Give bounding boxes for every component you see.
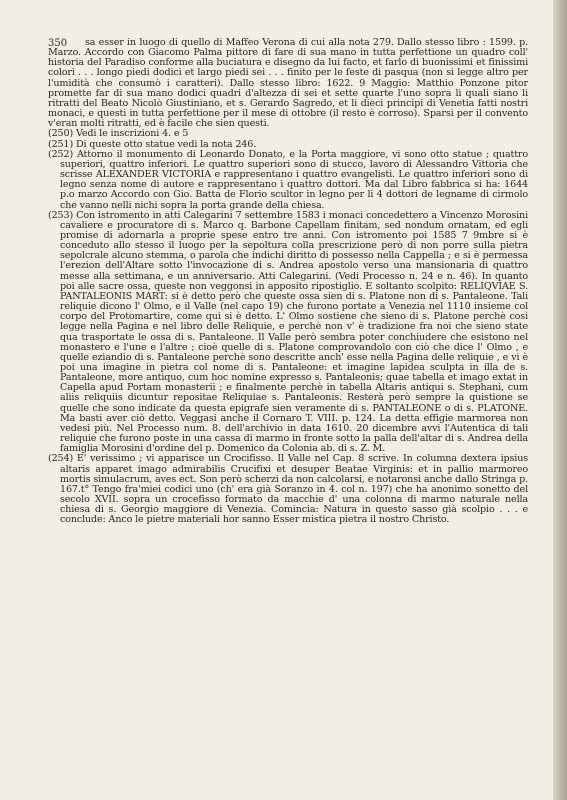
notes-text <box>48 38 528 526</box>
continued-note: sa esser in luogo di quello di Maffeo Verona di cui alla nota 279. Dallo stesso libro : 1599. p. Marzo. Accordo con Giacomo Palma pittore di fare di sua mano in tutta perfettione un quadro coll' historia del Paradiso conforme alla buciatura e disegno da lui facto, et farlo di buonissimi et finissimi colori . . . longo piedi dodici et largo piedi sei . . . finito per le feste di pasqua (non si legge altro per l'umidità che consumò i caratteri). Dallo stesso libro: 1622. 9 Maggio: Matthio Ponzone pitor promette far di sua mano dodici quadri d'altezza di sei et sette quarte l'uno sopra li quali siano li ritratti del Beato Nicolò Giustiniano, et s. Gerardo Sagredo, et li dieci principi di Venetia fatti nostri monaci, e questi in tutta perfettione per il mese di ottobre (il resto è corroso). Sparsi per il convento v'eran molti ritratti, ed è facile che sien questi. <box>48 37 528 130</box>
note-251: (251) Di queste otto statue vedi la nota 246. <box>48 138 257 150</box>
book-edge <box>553 0 567 800</box>
page-number: 350 <box>48 38 68 49</box>
note-250: (250) Vedi le inscrizioni 4. e 5 <box>48 128 189 140</box>
note-254: (254) E' verissimo ; vi apparisce un Crocifisso. Il Valle nel Cap. 8 scrive. In columna dextera ipsius altaris apparet imago admirabilis Crucifixi et desuper Beatae Virginis: et in pallio marmoreo mortis simulacrum, aves ect. Son però scherzi da non calcolarsi, e notaronsi anche dallo Stringa p. 167.t° Tengo fra'miei codici uno (ch' era già Soranzo in 4. col n. 197) che ha anonimo sonetto del secolo XVII. sopra un crocefisso formato da macchie d' una colonna di marmo naturale nella chiesa di s. Georgio maggiore di Venezia. Comincia: Natura in questo sasso già scolpio . . . e conclude: Anco le pietre materiali hor sanno Esser mistica pietra il nostro Christo. <box>48 453 528 526</box>
note-253: (253) Con istromento in atti Calegarini 7 settembre 1583 i monaci concedettero a Vincenzo Morosini cavaliere e procuratore di s. Marco q. Barbone Capellam finitam, sed nondum ornatam, ed egli promise di adornarla a proprie spese entro tre anni. Con istromento poi 1585 7 9mbre si è conceduto allo stesso il luogo per la sepoltura colla prescrizione però di non porre sulla pietra sepolcrale alcuno stemma, o parola che indichi diritto di possesso nella Cappella ; e si è permessa l'erezion dell'Altare sotto l'invocazione di s. Andrea apostolo verso una mansionaria di quattro messe alla settimana, e un anniversario. Atti Calegarini. (Vedi Processo n. 24 e n. 46). In quanto poi alle sacre ossa, queste non veggonsi in apposito ripostiglio. E soltanto scolpito: RELIQVIAE S. PANTALEONIS MART: si è detto però che queste ossa sien di s. Platone non di s. Pantaleone. Tali reliquie dicono l' Olmo, e il Valle (nel capo 19) che furono portate a Venezia nel 1110 insieme col corpo del Protomartire, come qui si è detto. L' Olmo sostiene che sieno di s. Platone perchè così legge nella Pagina e nel libro delle Reliquie, e perchè non v' è tradizione fra noi che sieno state qua trasportate le ossa di s. Pantaleone. Il Valle però sembra poter conchiudere che esistono nel monastero e l'une e l'altre ; cioè quelle di s. Platone comprovandolo con ciò che dice l' Olmo , e quelle eziandio di s. Pantaleone perchè sono descritte anch' esse nella Pagina delle reliquie , e vi è poi una imagine in pietra col nome di s. Pantaleone: et imagine lapidea sculpta in illa de s. Pantaleone, more antiquo, cum hoc nomine expresso s. Pantaleonis; quae tabella et imago extat in Capella apud Portam monasterii ; e finalmente perchè in tabella Altaris antiqui s. Stephani, cum aliis reliquiis dicuntur repositae Reliquiae s. Pantaleonis. Resterà però sempre la quistione se quelle che sono indicate da questa epigrafe sien veramente di s. PANTALEONE o di s. PLATONE. Ma basti aver ciò detto. Veggasi anche il Cornaro T. VIII. p. 124. La detta effigie marmorea non vedesi più. Nel Processo num. 8. dell'archivio in data 1610. 20 dicembre avvi l'Autentica di tali reliquie che furono poste in una cassa di marmo in fronte sotto la palla dell'altar di s. Andrea della famiglia Morosini d'ordine del p. Domenico da Colonia ab. di s. Z. M. <box>48 209 528 455</box>
note-252: (252) Attorno il monumento di Leonardo Donato, e la Porta maggiore, vi sono otto statue ; quattro superiori, quattro inferiori. Le quattro superiori sono di stucco, lavoro di Alessandro Vittoria che scrisse ALEXANDER VICTORIA e rappresentano i quattro evangelisti. Le quattro inferiori sono di legno senza nome di autore e rappresentano i quattro dottori. Ma dal Libro fabbrica si ha: 1644 p.o marzo Accordo con Gio. Batta de Florio scultor in legno per li 4 dottori de legname di cirmolo che vanno nelli nichi sopra la porta grande della chiesa. <box>48 148 528 211</box>
